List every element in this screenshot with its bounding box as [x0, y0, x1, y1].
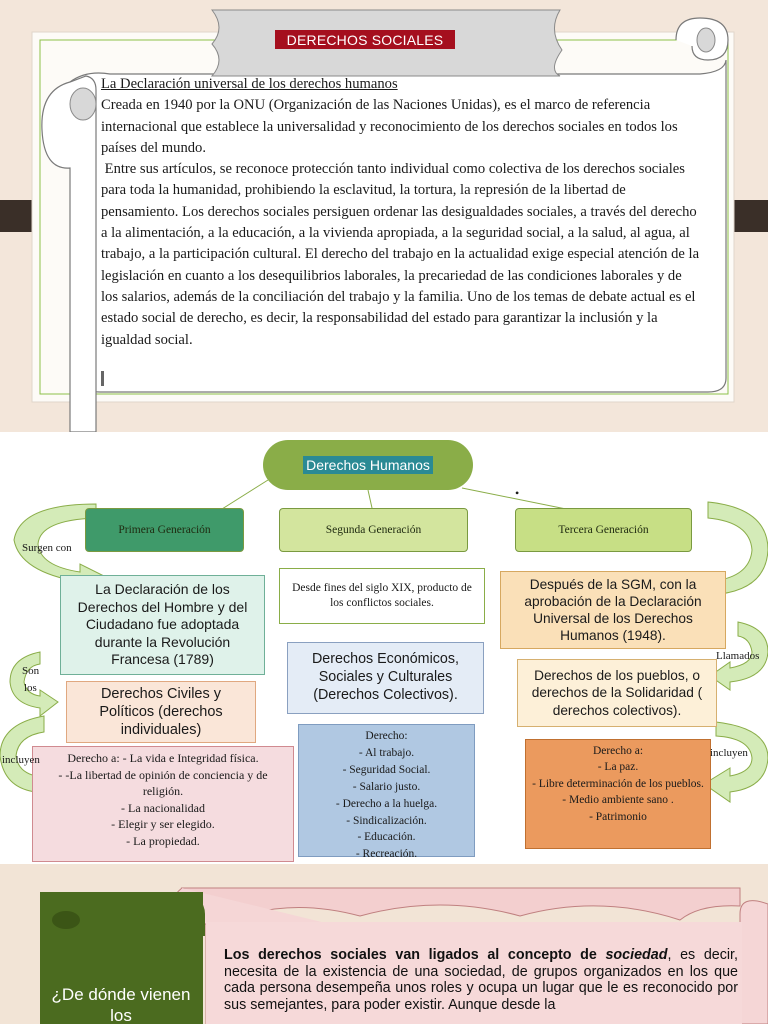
slide-derechos-humanos-map — [0, 432, 768, 864]
list-item: - Derecho a la huelga. — [335, 797, 438, 810]
list-item: - Al trabajo. — [358, 746, 415, 759]
slide-derechos-sociales — [0, 0, 768, 432]
declaration-paragraph-2-text: Entre sus artículos, se reconoce protección tanto individual como colectiva de los derechos sociales para toda la humanidad, prohibiendo la esclavitud, la tortura, la represión de la libertad de pensamiento. Los derechos sociales persiguen ordenar las desigualdades sociales, a través del derecho a la alimentación, a la educación, a la vivienda apropiada, a la seguridad social, a la salud, al agua, al trabajo, a la participación cultural. El derecho del trabajo en la actualidad exige especial atención de la legislación en cuanto a los desequilibrios laborales, la precariedad de las condiciones laborales y de los salarios, además de la conciliación del trabajo y la familia. Uno de los temas de debate actual es el estado social de derecho, es decir, la responsabilidad del estado para garantizar la inclusión y la igualdad social. — [101, 161, 700, 348]
paragraph-bold-italic: sociedad — [605, 947, 668, 963]
list-item: - La propiedad. — [126, 833, 200, 848]
slide-title: DERECHOS SOCIALES — [286, 31, 444, 48]
list-item: - Seguridad Social. — [342, 763, 431, 776]
gen1-type: Derechos Civiles y Políticos (derechos individuales) — [66, 681, 256, 743]
gen3-rights-list — [525, 739, 711, 849]
list-item: Derecho a: — [592, 745, 644, 757]
stray-dot: • — [515, 486, 520, 500]
list-item: - Elegir y ser elegido. — [111, 817, 215, 832]
text-cursor — [101, 371, 104, 386]
gen2-rights-list — [298, 724, 475, 861]
list-item: - Salario justo. — [352, 780, 421, 793]
gen3-type: Derechos de los pueblos, o derechos de la Solidaridad ( derechos colectivos). — [517, 659, 717, 727]
declaration-paragraph-2 — [101, 159, 701, 351]
list-item: - Libre determinación de los pueblos. — [532, 777, 704, 790]
list-item: Derecho: — [365, 730, 408, 742]
sociedad-paragraph — [224, 947, 738, 1014]
scroll-curl-icon — [46, 904, 106, 944]
paragraph-bold-part: Los derechos sociales van ligados al concepto de — [224, 947, 606, 963]
list-item: - Educación. — [357, 831, 416, 844]
title-banner — [275, 30, 455, 49]
gen3-header: Tercera Generación — [515, 508, 692, 552]
list-item: - -La libertad de opinión de conciencia y de religión. — [58, 767, 268, 799]
list-item: Derecho a: - La vida e Integridad física. — [67, 751, 259, 765]
root-node-label: Derechos Humanos — [303, 456, 433, 474]
label-son: Son — [22, 665, 40, 677]
gen2-header: Segunda Generación — [279, 508, 468, 552]
slide-origen-derechos — [0, 864, 768, 1024]
paragraph-rest: , es decir, necesita de la existencia de una sociedad, de grupos organizados en los que cada persona desempeña unos roles y ocupa un lugar que le es reconocido por sus semejantes, para poder existir. Aunque desde la — [224, 947, 738, 1014]
list-item: - Recreación. — [355, 848, 418, 861]
label-los: los — [24, 682, 37, 694]
declaration-text-block — [101, 74, 701, 351]
list-item: - Patrimonio — [589, 810, 647, 823]
list-item: - Medio ambiente sano . — [562, 794, 674, 807]
list-item: - La paz. — [597, 761, 639, 774]
label-surgen-con: Surgen con — [22, 542, 72, 554]
gen3-origin: Después de la SGM, con la aprobación de la Declaración Universal de los Derechos Humanos (1948). — [500, 571, 726, 649]
gen2-origin: Desde fines del siglo XIX, producto de los conflictos sociales. — [279, 568, 485, 624]
gen1-rights-list — [32, 746, 294, 862]
gen1-origin: La Declaración de los Derechos del Hombre y del Ciudadano fue adoptada durante la Revolución Francesa (1789) — [60, 575, 265, 675]
label-incluyen-right: incluyen — [710, 747, 748, 759]
gen2-type: Derechos Económicos, Sociales y Culturales (Derechos Colectivos). — [287, 642, 484, 714]
list-item: - La nacionalidad — [121, 800, 205, 815]
list-item: - Sindicalización. — [346, 814, 427, 827]
label-incluyen-left: incluyen — [2, 754, 40, 766]
root-node-derechos-humanos — [263, 440, 473, 490]
question-heading: ¿De dónde vienen los — [51, 985, 191, 1024]
label-llamados: Llamados — [716, 650, 760, 662]
declaration-paragraph-1: Creada en 1940 por la ONU (Organización de las Naciones Unidas), es el marco de referencia internacional que establece la universalidad y reconocimiento de los derechos sociales en todos los países del mundo. — [101, 97, 678, 156]
gen1-header: Primera Generación — [85, 508, 244, 552]
declaration-heading: La Declaración universal de los derechos humanos — [101, 76, 398, 92]
